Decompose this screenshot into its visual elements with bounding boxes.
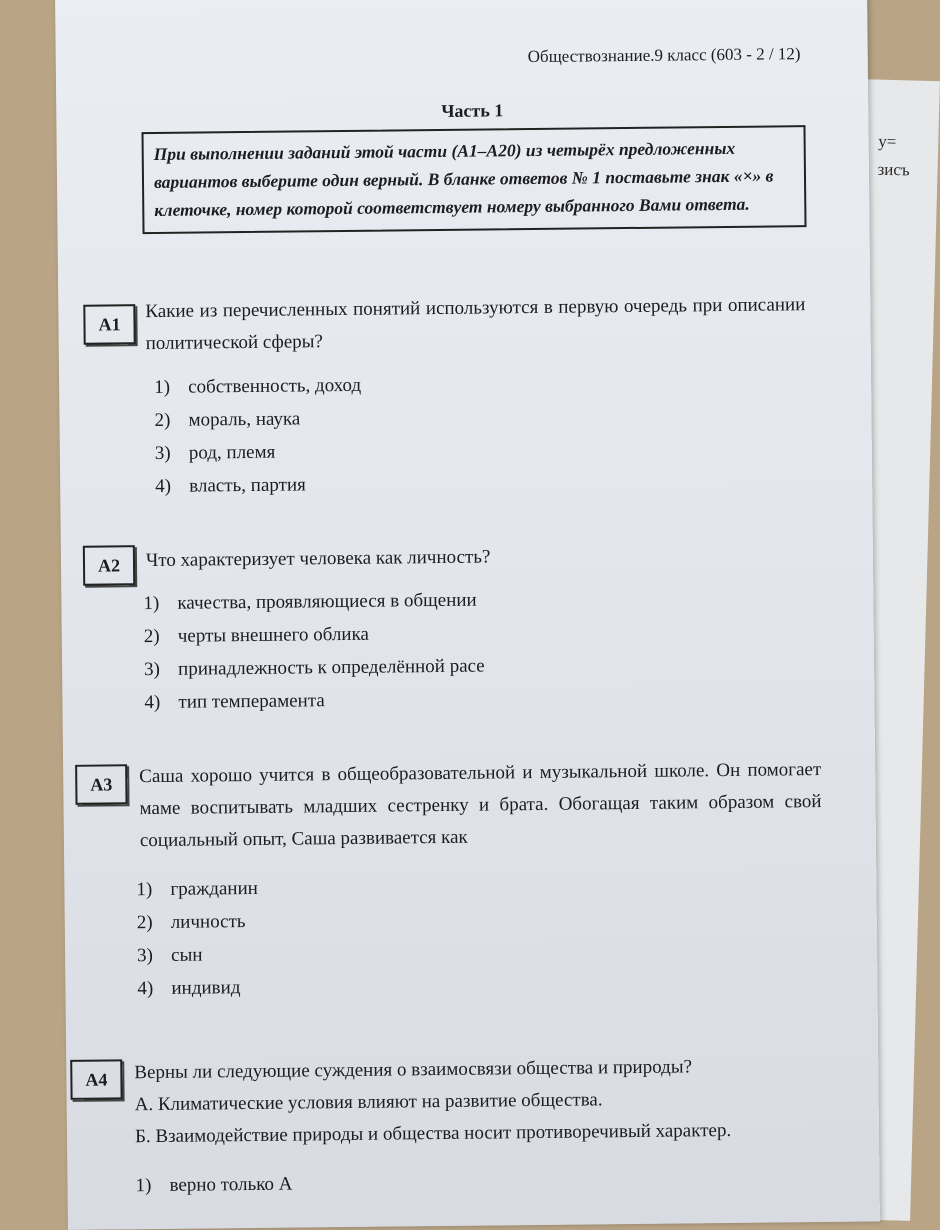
options-a4 (135, 1168, 292, 1203)
option-text: гражданин (170, 877, 258, 900)
option-number: 1) (135, 1174, 152, 1196)
option-number: 2) (143, 625, 160, 647)
option-number: 1) (143, 592, 160, 614)
option (155, 468, 362, 503)
option (154, 402, 361, 437)
exam-page (55, 0, 880, 1230)
option (144, 650, 485, 687)
option-number: 2) (154, 409, 171, 431)
task-label-a1: А1 (83, 304, 135, 345)
question-a2: Что характеризует человека как личность? (145, 546, 491, 572)
option-text: тип темперамента (178, 689, 325, 713)
option-text: личность (170, 910, 246, 933)
option-text: мораль, наука (188, 407, 301, 431)
option-number: 1) (136, 878, 153, 900)
option (135, 1168, 292, 1203)
option-text: индивид (171, 976, 241, 999)
option (155, 435, 362, 470)
instruction-box: При выполнении заданий этой части (А1–А20) из четырёх предложенных вариантов выберите один верный. В бланке ответов № 1 поставьте знак «×» в клеточке, номер которой соответствует номеру выбранного Вами ответа. (141, 125, 806, 234)
option-number: 3) (154, 442, 171, 464)
options-a1 (154, 369, 362, 503)
options-a2 (143, 584, 485, 720)
side-sheet-text-2: зисъ (877, 159, 910, 180)
option-text: собственность, доход (188, 374, 362, 398)
part-title: Часть 1 (441, 100, 504, 121)
option (137, 938, 259, 972)
option-number: 3) (137, 944, 154, 966)
option (143, 584, 484, 621)
option-number: 4) (155, 475, 172, 497)
page-header: Обществознание.9 класс (603 - 2 / 12) (527, 44, 801, 67)
task-label-a3: А3 (75, 764, 127, 805)
option-text: власть, партия (189, 473, 306, 497)
question-a4: Верны ли следующие суждения о взаимосвязи общества и природы? (134, 1056, 693, 1084)
option (144, 683, 485, 720)
option (137, 971, 259, 1005)
option-text: черты внешнего облика (177, 623, 370, 647)
option (136, 872, 258, 906)
option-text: принадлежность к определённой расе (178, 655, 485, 680)
options-a3 (136, 872, 259, 1005)
option-number: 4) (144, 691, 161, 713)
question-a1: Какие из перечисленных понятий используются в первую очередь при описании политической сферы? (145, 294, 806, 355)
option-number: 2) (136, 911, 153, 933)
option-text: род, племя (188, 441, 276, 464)
option-number: 3) (144, 658, 161, 680)
statement-a: А. Климатические условия влияют на развитие общества. (134, 1089, 603, 1116)
option-text: верно только А (169, 1173, 293, 1196)
option-text: качества, проявляющиеся в общении (177, 589, 477, 614)
question-a3: Саша хорошо учится в общеобразовательной и музыкальной школе. Он помогает маме воспитывать младших сестренку и брата. Обогащая таким образом свой социальный опыт, Саша развивается как (139, 759, 822, 852)
option (144, 617, 485, 654)
side-sheet-text-1: у= (878, 131, 897, 152)
option (137, 905, 259, 939)
task-label-a2: А2 (83, 545, 135, 586)
option (154, 369, 361, 404)
task-label-a4: А4 (70, 1059, 122, 1100)
option-number: 4) (137, 977, 154, 999)
option-number: 1) (154, 376, 171, 398)
option-text: сын (170, 944, 203, 966)
statement-b: Б. Взаимодействие природы и общества носит противоречивый характер. (134, 1119, 732, 1148)
